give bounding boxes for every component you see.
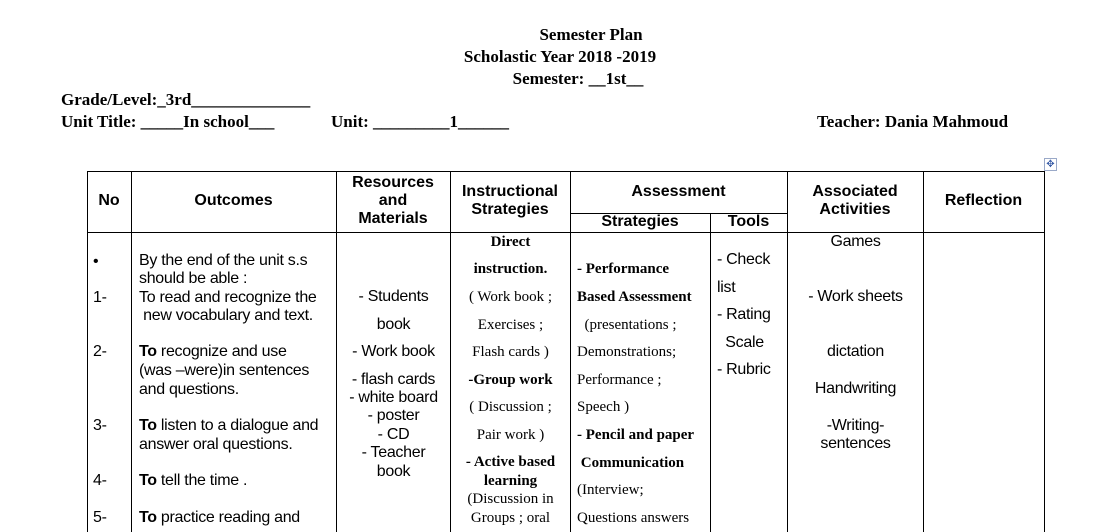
resources-line: - poster [367,407,420,424]
instructional-line [451,490,570,508]
unit-number: Unit: _________1______ [331,112,510,131]
tools-line: - Rating [717,306,771,323]
instructional-line [451,233,570,251]
activities-line: -Writing- [826,417,885,434]
outcomes-line-bold: To [139,417,157,434]
instructional-line [451,398,570,416]
resources-line: - Students [358,288,429,305]
outcomes-line-text: (was –were)in sentences [139,362,310,379]
semester: Semester: __1st__ [512,69,644,88]
strategies-line-text: Demonstrations; [577,344,677,360]
no-line: 2- [93,343,107,360]
outcomes-line [139,509,334,527]
no-line: 4- [93,472,107,489]
instructional-line-text: Groups ; oral [470,510,551,526]
strategies-line-bold: - Performance [577,261,670,277]
header-no: No [98,192,120,209]
instructional-line [451,288,570,306]
outcomes-line [139,362,334,380]
header-assessment-tools: Tools [727,213,770,230]
no-line: • [93,253,99,270]
strategies-line [577,343,710,361]
outcomes-line-bold: To [139,343,157,360]
outcomes-line-bold: To [139,472,157,489]
outcomes-line-text: To read and recognize the [139,289,317,306]
outcomes-line [139,307,334,325]
strategies-line [577,260,710,278]
activities-line: - Work sheets [808,288,903,305]
outcomes-line-text: By the end of the unit s.s [139,252,308,269]
outcomes-line-text: answer oral questions. [139,436,293,453]
instructional-line [451,343,570,361]
strategies-line-bold: - Pencil and paper [577,427,695,443]
tools-line: Scale [717,334,764,351]
instructional-line [451,316,570,334]
outcomes-line-text: tell the time . [156,472,248,489]
strategies-line-bold: Based Assessment [577,289,692,305]
strategies-line [577,426,710,444]
instructional-line-text: ( Discussion ; [469,399,552,415]
instructional-line-text: Flash cards ) [472,344,549,360]
strategies-line [577,288,710,306]
outcomes-line-text: recognize and use [156,343,287,360]
activities-line: Handwriting [814,380,897,397]
activities-line: Games [830,233,881,250]
instructional-line [451,472,570,490]
outcomes-line [139,252,334,270]
outcomes-line-bold: To [139,509,157,526]
header-resources: Resources and Materials [352,174,434,227]
outcomes-line [139,270,334,288]
instructional-line-bold: learning [483,473,538,489]
tools-line: - Check [717,251,771,268]
instructional-line [451,453,570,471]
strategies-line [577,371,710,389]
no-line: 5- [93,509,107,526]
resources-line: - flash cards [351,371,436,388]
outcomes-line [139,343,334,361]
outcomes-line [139,381,334,399]
outcomes-line-text: should be able : [139,270,248,287]
instructional-line [451,426,570,444]
activities-line: sentences [820,435,891,452]
resources-line: - Teacher [361,444,426,461]
strategies-line-text: (presentations ; [577,317,677,333]
scholastic-year: Scholastic Year 2018 -2019 [463,47,657,66]
strategies-line-text: Performance ; [577,372,662,388]
instructional-line-bold: Direct [490,234,531,250]
strategies-line-text: Speech ) [577,399,630,415]
instructional-line-text: Pair work ) [476,427,545,443]
resources-line: - white board [349,389,438,406]
header-reflection: Reflection [944,192,1023,209]
instructional-line-bold: -Group work [468,372,553,388]
grade-level: Grade/Level:_3rd______________ [61,90,311,109]
strategies-line-text: Questions answers [577,510,690,526]
header-assessment-strategies: Strategies [601,213,679,230]
no-line: 3- [93,417,107,434]
instructional-line [451,371,570,389]
teacher-name: Teacher: Dania Mahmoud [817,112,1009,131]
instructional-line-text: ( Work book ; [468,289,553,305]
header-outcomes: Outcomes [194,192,273,209]
strategies-line-bold: Communication [577,455,685,471]
tools-line: list [717,279,736,296]
strategies-line [577,398,710,416]
tools-line: - Rubric [717,361,771,378]
outcomes-line-text: new vocabulary and text. [139,307,313,324]
strategies-line [577,481,710,499]
resources-line: - Work book [352,343,435,360]
resources-line: book [376,316,411,333]
instructional-line [451,260,570,278]
outcomes-line [139,436,334,454]
instructional-line-text: (Discussion in [467,491,554,507]
table-move-handle-icon[interactable]: ✥ [1044,158,1057,171]
outcomes-line [139,472,334,490]
strategies-line [577,316,710,334]
activities-line: dictation [827,343,884,360]
strategies-line [577,509,710,527]
resources-line: book [376,463,411,480]
strategies-line [577,454,710,472]
resources-line: - CD [377,426,410,443]
header-instructional-strategies: Instructional Strategies [461,183,558,218]
header-assessment: Assessment [631,183,726,200]
no-line: 1- [93,289,107,306]
outcomes-line [139,417,334,435]
strategies-line-text: (Interview; [577,482,644,498]
outcomes-line-text: practice reading and [156,509,300,526]
outcomes-line [139,289,334,307]
instructional-line-bold: instruction. [473,261,548,277]
instructional-line-text: Exercises ; [477,317,544,333]
unit-title: Unit Title: _____In school___ [61,112,275,131]
header-associated-activities: Associated Activities [812,183,898,218]
outcomes-line-text: and questions. [139,381,239,398]
outcomes-line-text: listen to a dialogue and [156,417,319,434]
document-title: Semester Plan [539,25,643,44]
instructional-line [451,509,570,527]
instructional-line-bold: - Active based [465,454,556,470]
